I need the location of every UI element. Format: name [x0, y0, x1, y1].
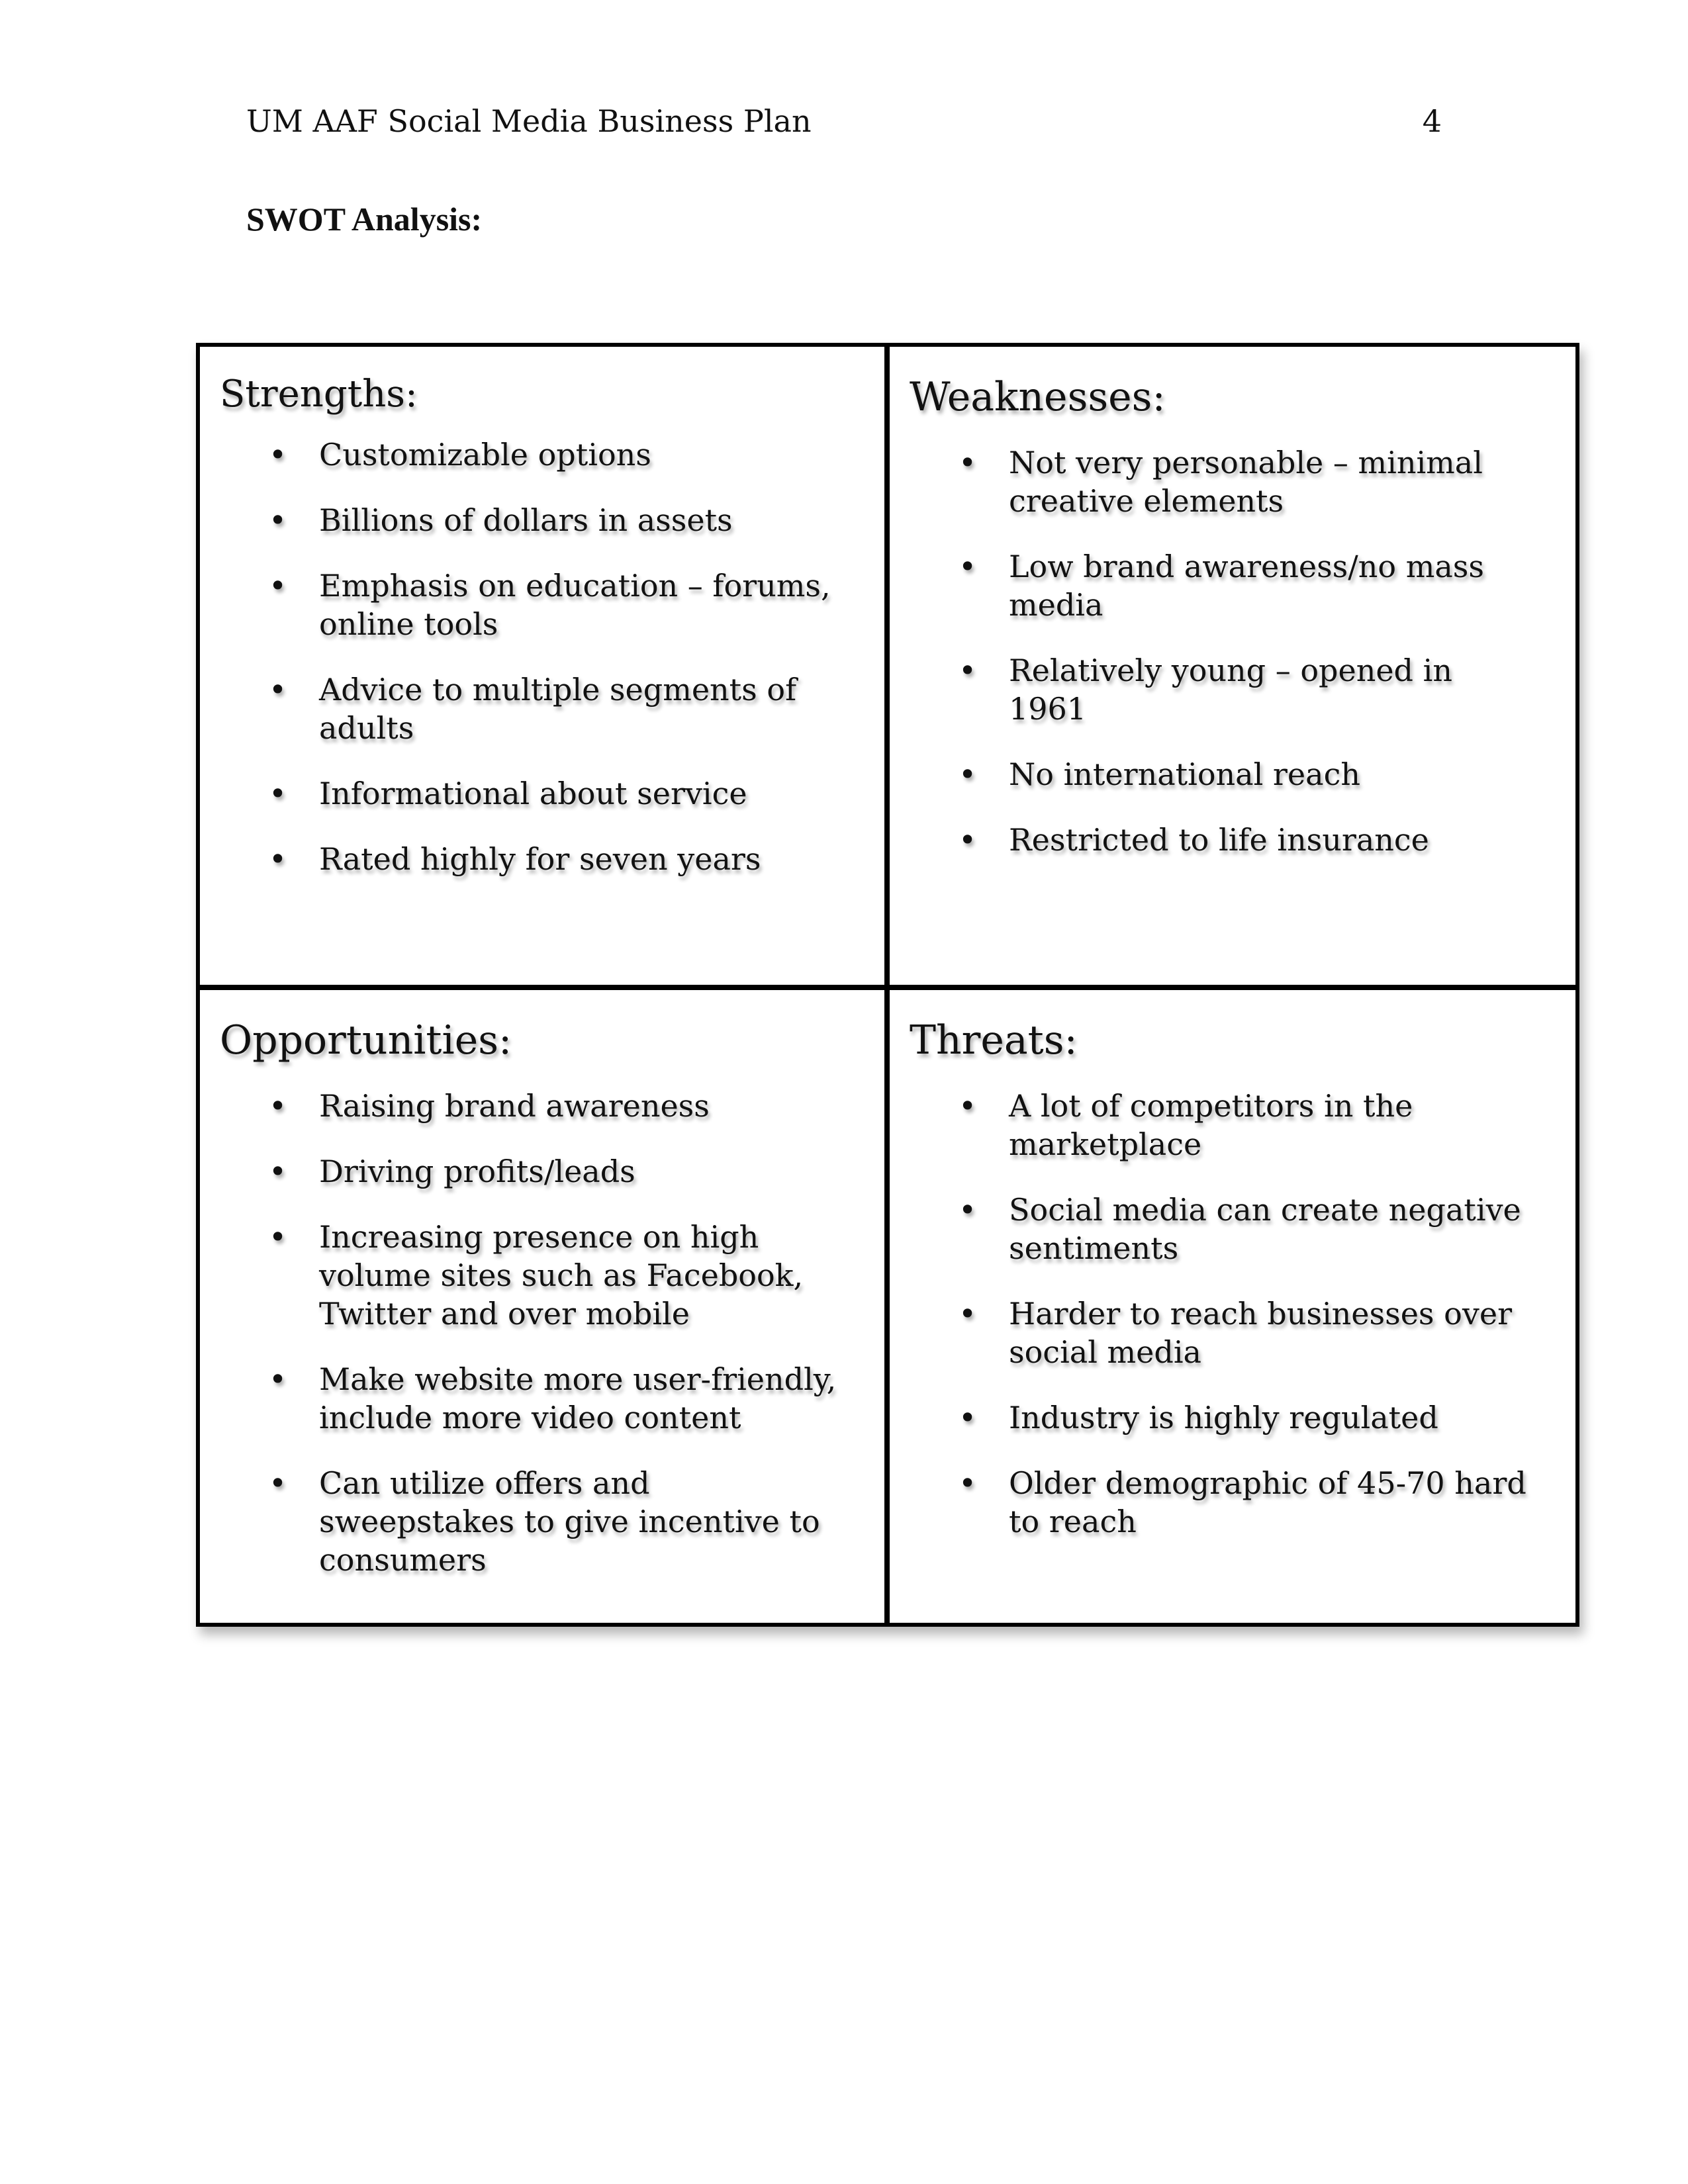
list-item: • Industry is highly regulated — [890, 1398, 1538, 1437]
running-header — [246, 98, 1442, 144]
strengths-list — [200, 435, 849, 905]
swot-table — [196, 343, 1579, 1627]
list-item: • Harder to reach businesses over social media — [890, 1295, 1538, 1371]
list-item: • Make website more user-friendly, include more video content — [200, 1360, 849, 1437]
list-item: • Low brand awareness/no mass media — [890, 547, 1538, 624]
list-item: • A lot of competitors in the marketplace — [890, 1087, 1538, 1163]
strengths-heading: Strengths: — [220, 373, 418, 416]
opportunities-list — [200, 1087, 849, 1606]
strengths-quadrant — [200, 347, 884, 985]
opportunities-heading: Opportunities: — [220, 1017, 512, 1064]
threats-heading: Threats: — [910, 1017, 1078, 1064]
list-item: • Restricted to life insurance — [890, 821, 1538, 859]
section-title: SWOT Analysis: — [246, 201, 483, 238]
running-title: UM AAF Social Media Business Plan — [246, 103, 812, 139]
weaknesses-quadrant — [890, 347, 1575, 985]
threats-quadrant — [890, 990, 1575, 1623]
list-item: • Relatively young – opened in 1961 — [890, 651, 1538, 728]
list-item: • Advice to multiple segments of adults — [200, 670, 849, 747]
list-item: • No international reach — [890, 755, 1538, 794]
list-item: • Billions of dollars in assets — [200, 501, 849, 539]
list-item: • Social media can create negative sentiments — [890, 1191, 1538, 1267]
page-number: 4 — [1422, 103, 1442, 139]
list-item: • Rated highly for seven years — [200, 840, 849, 878]
list-item: • Increasing presence on high volume sites such as Facebook, Twitter and over mobile — [200, 1218, 849, 1333]
list-item: • Can utilize offers and sweepstakes to give incentive to consumers — [200, 1464, 849, 1579]
list-item: • Not very personable – minimal creative elements — [890, 443, 1538, 520]
list-item: • Informational about service — [200, 774, 849, 813]
opportunities-quadrant — [200, 990, 884, 1623]
threats-list — [890, 1087, 1538, 1568]
list-item: • Emphasis on education – forums, online tools — [200, 567, 849, 643]
weaknesses-heading: Weaknesses: — [910, 374, 1166, 420]
list-item: • Customizable options — [200, 435, 849, 474]
list-item: • Older demographic of 45-70 hard to reach — [890, 1464, 1538, 1541]
horizontal-divider — [200, 985, 1575, 990]
weaknesses-list — [890, 443, 1538, 886]
list-item: • Driving profits/leads — [200, 1152, 849, 1191]
list-item: • Raising brand awareness — [200, 1087, 849, 1125]
